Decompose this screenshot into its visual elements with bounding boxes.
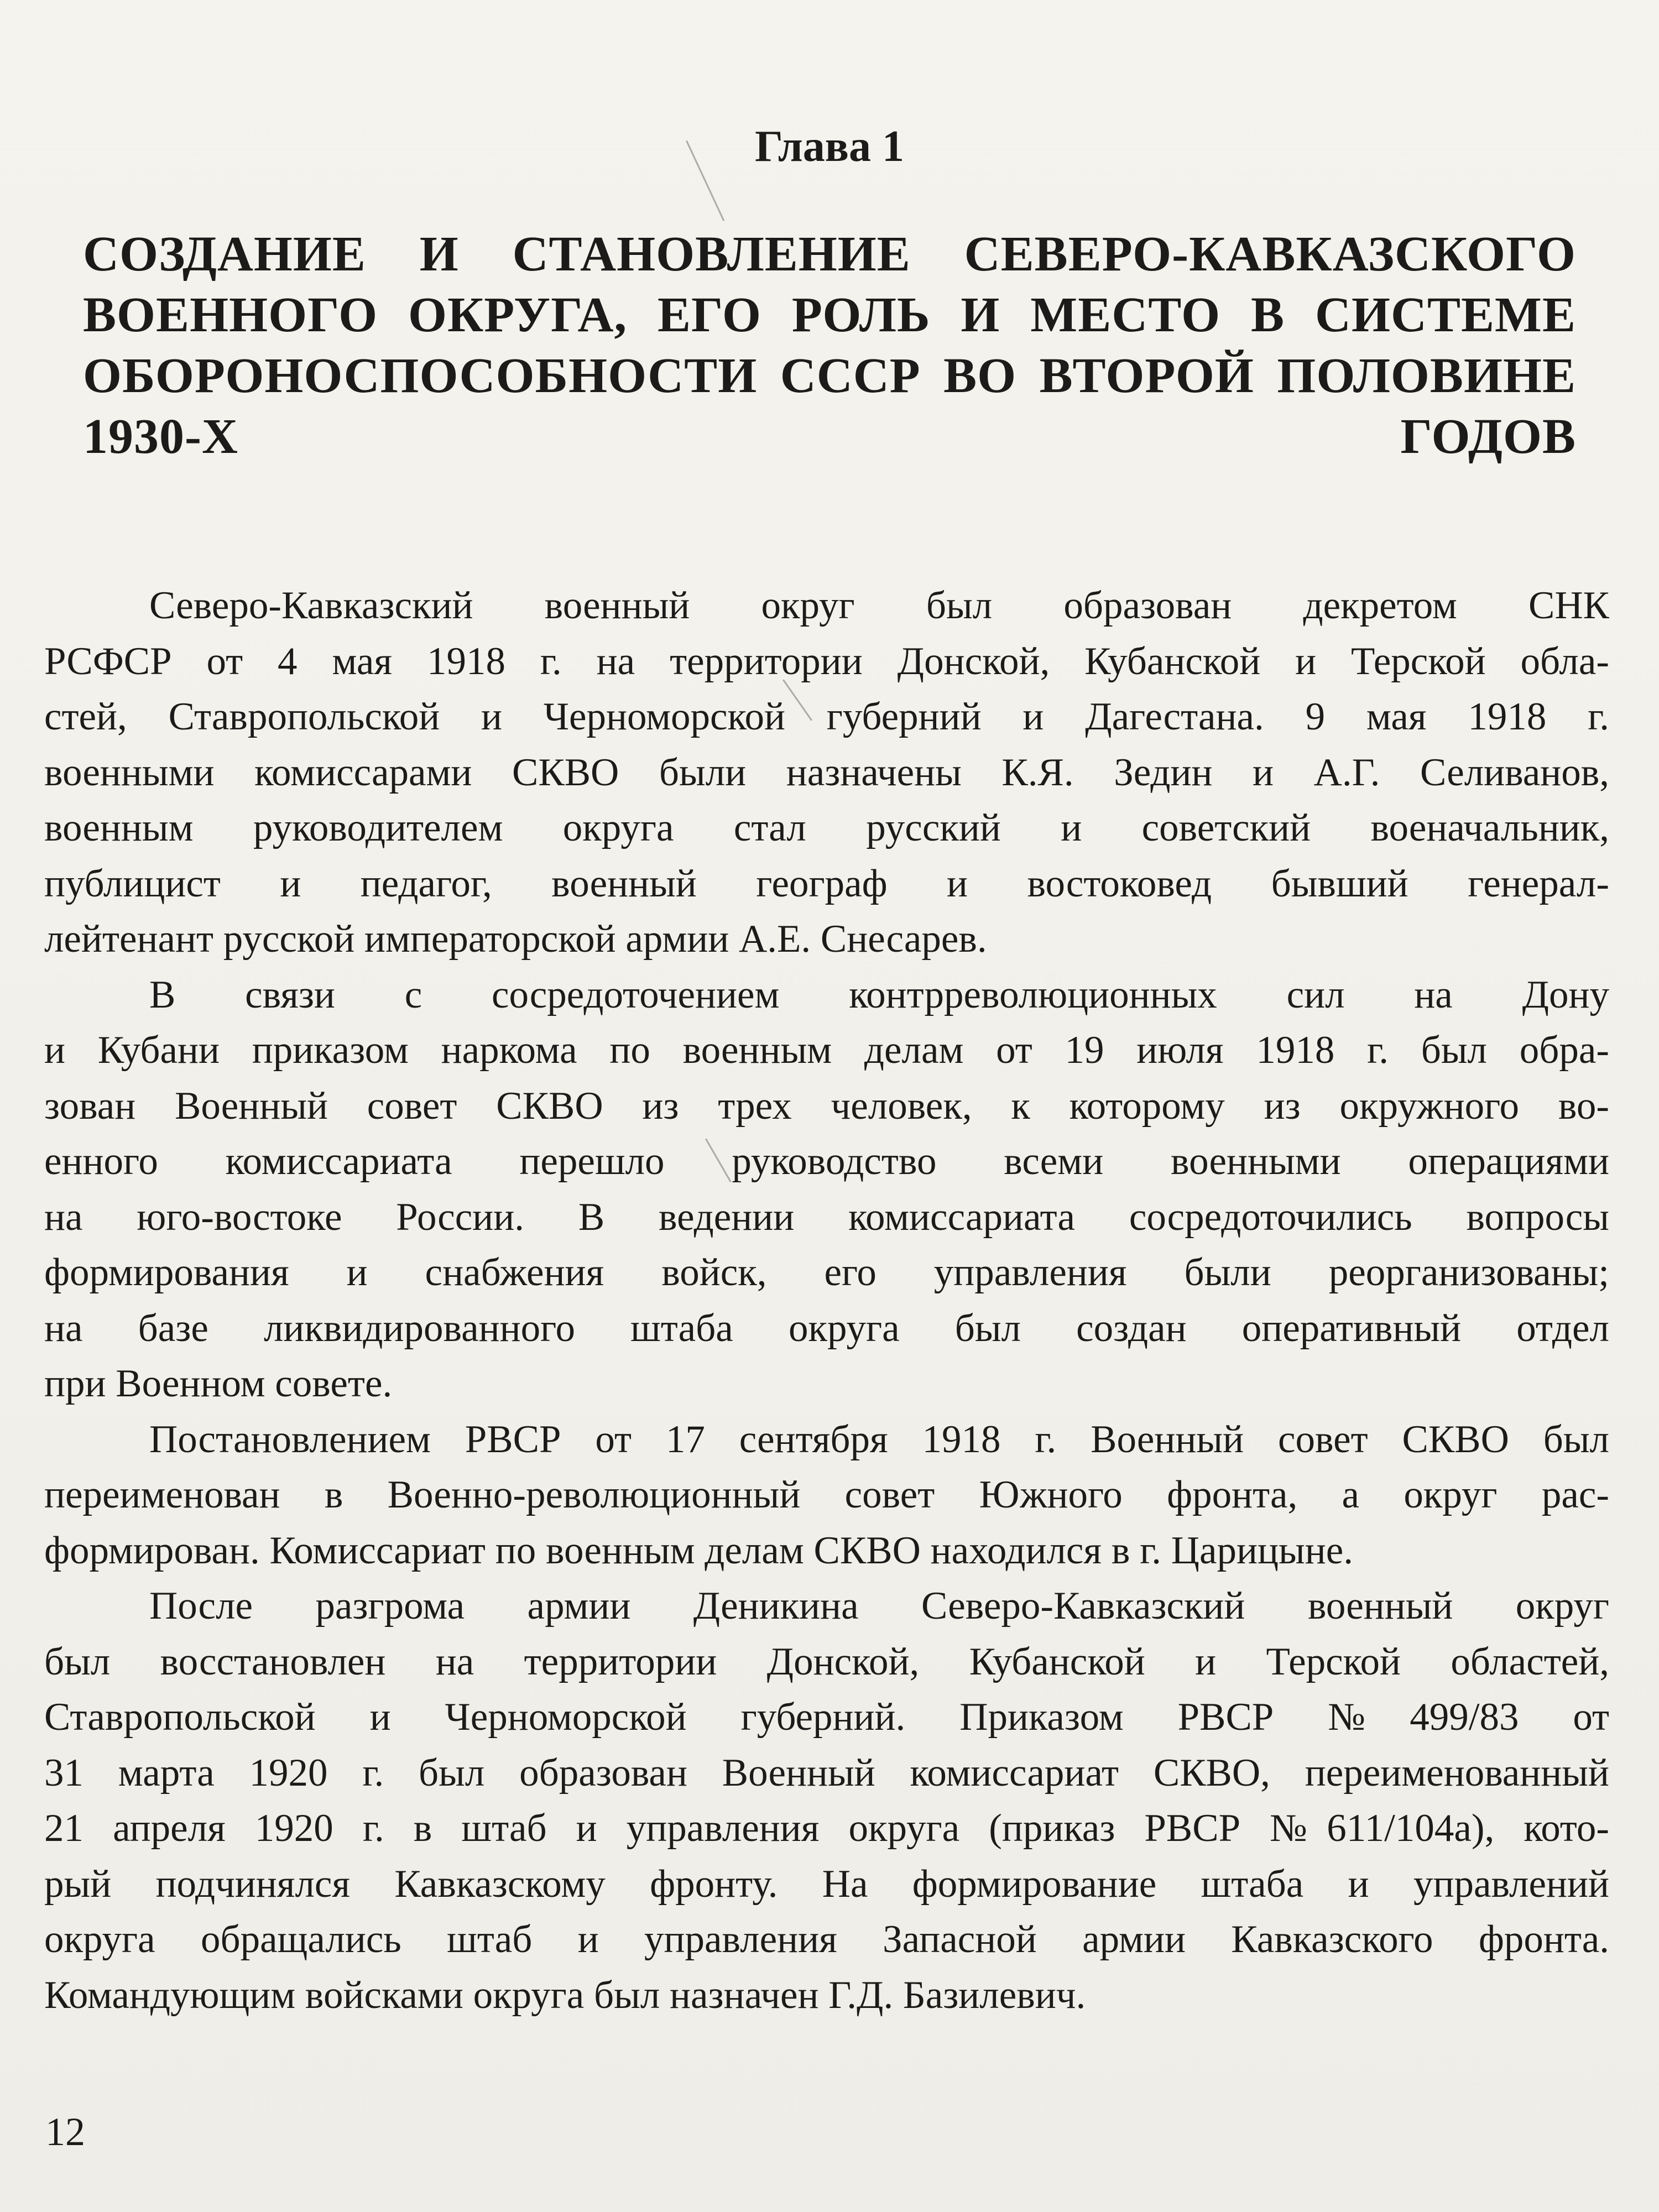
text-line: Постановлением РВСР от 17 сентября 1918 г. Военный совет СКВО был — [149, 1417, 1609, 1461]
text-line: переименован в Военно-революционный совет Южного фронта, а округ рас- — [44, 1473, 1609, 1516]
text-line: публицист и педагог, военный географ и востоковед бывший генерал- — [44, 862, 1609, 905]
paragraph — [44, 1578, 1609, 2023]
text-line: на базе ликвидированного штаба округа был создан оперативный отдел — [44, 1306, 1609, 1350]
text-line: РСФСР от 4 мая 1918 г. на территории Донской, Кубанской и Терской обла- — [44, 639, 1609, 683]
text-line: военными комиссарами СКВО были назначены К.Я. Зедин и А.Г. Селиванов, — [44, 750, 1609, 794]
chapter-title-line: ОБОРОНОСПОСОБНОСТИ СССР ВО ВТОРОЙ ПОЛОВИНЕ — [83, 348, 1576, 403]
text-line: зован Военный совет СКВО из трех человек, к которому из окружного во- — [44, 1084, 1609, 1128]
text-line: формирования и снабжения войск, его управления были реорганизованы; — [44, 1251, 1609, 1294]
text-line: округа обращались штаб и управления Запасной армии Кавказского фронта. — [44, 1918, 1609, 1961]
text-line: формирован. Комиссариат по военным делам СКВО находился в г. Царицыне. — [44, 1528, 1353, 1572]
text-line: Ставропольской и Черноморской губерний. Приказом РВСР №499/83 от — [44, 1695, 1609, 1739]
chapter-label: Глава 1 — [755, 122, 904, 171]
text-line: военным руководителем округа стал русский и советский военачальник, — [44, 806, 1609, 849]
chapter-title — [83, 224, 1576, 467]
text-line: при Военном совете. — [44, 1362, 393, 1405]
text-line: стей, Ставропольской и Черноморской губерний и Дагестана. 9 мая 1918 г. — [44, 695, 1609, 738]
chapter-title-line: 1930-Х ГОДОВ — [83, 409, 1576, 464]
paragraph — [44, 578, 1609, 967]
text-line: был восстановлен на территории Донской, Кубанской и Терской областей, — [44, 1640, 1609, 1683]
text-line: рый подчинялся Кавказскому фронту. На формирование штаба и управлений — [44, 1862, 1609, 1906]
text-line: енного комиссариата перешло руководство всеми военными операциями — [44, 1140, 1609, 1183]
text-line: В связи с сосредоточением контрреволюционных сил на Дону — [149, 973, 1609, 1016]
text-line: После разгрома армии Деникина Северо-Кавказский военный округ — [149, 1584, 1609, 1627]
text-line: на юго-востоке России. В ведении комиссариата сосредоточились вопросы — [44, 1195, 1609, 1239]
text-line: и Кубани приказом наркома по военным делам от 19 июля 1918 г. был обра- — [44, 1029, 1609, 1072]
text-line: 21 апреля 1920 г. в штаб и управления округа (приказ РВСР №611/104а), кото- — [44, 1807, 1609, 1850]
text-line: Северо-Кавказский военный округ был образован декретом СНК — [149, 584, 1609, 627]
paragraph — [44, 967, 1609, 1412]
paragraph — [44, 1412, 1609, 1579]
text-line: 31 марта 1920 г. был образован Военный комиссариат СКВО, переименованный — [44, 1751, 1609, 1794]
text-line: Командующим войсками округа был назначен Г.Д. Базилевич. — [44, 1973, 1086, 2017]
page-number: 12 — [45, 2110, 85, 2154]
chapter-title-line: СОЗДАНИЕ И СТАНОВЛЕНИЕ СЕВЕРО-КАВКАЗСКОГО — [83, 227, 1576, 281]
text-line: лейтенант русской императорской армии А.Е. Снесарев. — [44, 917, 987, 961]
chapter-title-line: ВОЕННОГО ОКРУГА, ЕГО РОЛЬ И МЕСТО В СИСТЕМЕ — [83, 288, 1576, 342]
body-text — [44, 578, 1609, 2023]
